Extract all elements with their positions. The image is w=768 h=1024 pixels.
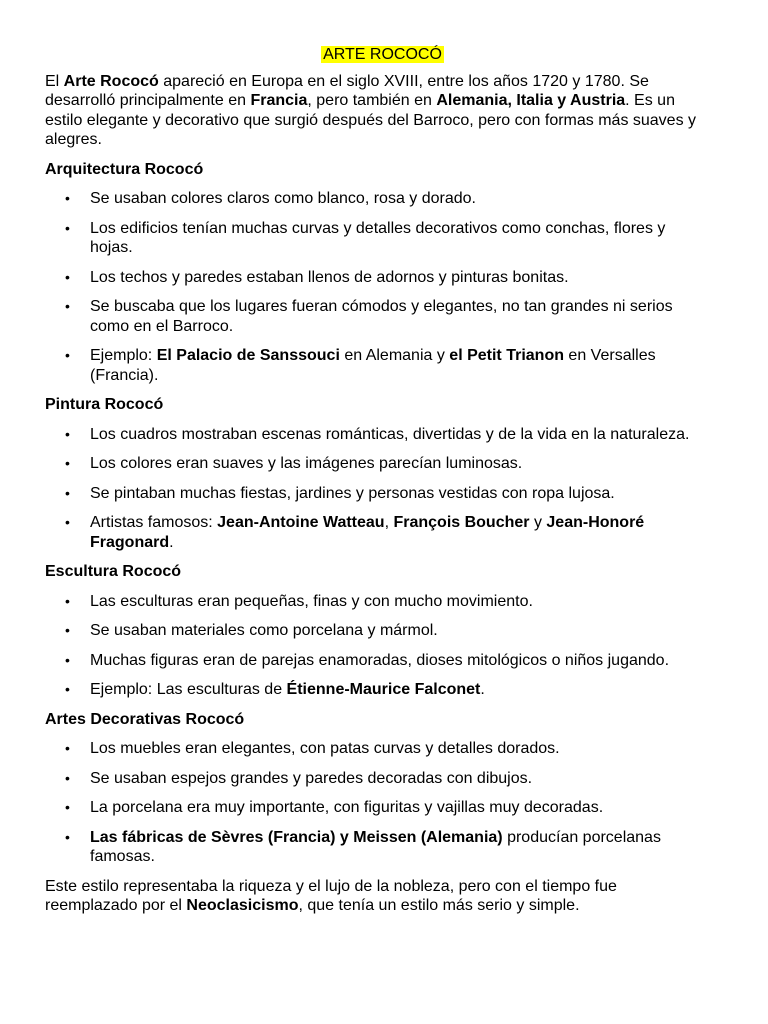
list-item [45, 680, 710, 700]
list-pintura [45, 425, 710, 553]
list-item [45, 513, 710, 552]
list-escultura [45, 592, 710, 700]
closing-bold: Neoclasicismo [186, 897, 299, 914]
intro-text: . Es un estilo elegante y decorativo que surgió después del Barroco, pero con formas más suaves y alegres. [45, 92, 697, 148]
list-item: • Se usaban materiales como porcelana y mármol. [45, 621, 710, 641]
item-bold: el Petit Trianon [449, 347, 564, 364]
closing-text: , que tenía un estilo más serio y simple. [298, 897, 580, 914]
heading-decorativas: Artes Decorativas Rococó [45, 710, 245, 728]
list-item [45, 346, 710, 385]
item-bold: Étienne-Maurice Falconet [286, 681, 481, 698]
intro-bold: Alemania, Italia y Austria [436, 92, 626, 109]
intro-paragraph [45, 72, 710, 150]
heading-arquitectura: Arquitectura Rococó [45, 160, 204, 178]
list-item [45, 828, 710, 867]
item-bold: El Palacio de Sanssouci [156, 347, 340, 364]
list-item: • Los techos y paredes estaban llenos de adornos y pinturas bonitas. [45, 268, 710, 288]
intro-bold: Francia [250, 92, 308, 109]
item-bold: Jean-Honoré Fragonard [90, 514, 645, 551]
item-bold: Jean-Antoine Watteau [217, 514, 385, 531]
item-bold: François Boucher [393, 514, 530, 531]
list-item: • Los colores eran suaves y las imágenes parecían luminosas. [45, 454, 710, 474]
list-item: • Se buscaba que los lugares fueran cómodos y elegantes, no tan grandes ni serios como en el Barroco. [45, 297, 710, 336]
list-item: • Se pintaban muchas fiestas, jardines y personas vestidas con ropa lujosa. [45, 484, 710, 504]
list-item: • Se usaban colores claros como blanco, rosa y dorado. [45, 189, 710, 209]
item-text: en Versalles (Francia). [90, 347, 656, 384]
list-item: • Las esculturas eran pequeñas, finas y con mucho movimiento. [45, 592, 710, 612]
list-item: • Se usaban espejos grandes y paredes decoradas con dibujos. [45, 769, 710, 789]
item-text: y [529, 514, 547, 531]
item-text: , [384, 514, 394, 531]
list-decorativas [45, 739, 710, 867]
list-item: • Los cuadros mostraban escenas románticas, divertidas y de la vida en la naturaleza. [45, 425, 710, 445]
intro-text: apareció en Europa en el siglo XVIII, entre los años 1720 y 1780. Se desarrolló principalmente en [45, 72, 649, 109]
list-item: • La porcelana era muy importante, con figuritas y vajillas muy decoradas. [45, 798, 710, 818]
list-item: • Los edificios tenían muchas curvas y detalles decorativos como conchas, flores y hojas. [45, 219, 710, 258]
closing-text: Este estilo representaba la riqueza y el lujo de la nobleza, pero con el tiempo fue reemplazado por el [45, 877, 617, 914]
item-text: Ejemplo: Las esculturas de [90, 681, 287, 698]
title-row [45, 45, 710, 65]
document-title: ARTE ROCOCÓ [323, 46, 442, 63]
item-text: Artistas famosos: [90, 514, 218, 531]
intro-text: El [45, 72, 64, 90]
intro-text: , pero también en [307, 92, 437, 109]
item-bold: Las fábricas de Sèvres (Francia) y Meissen (Alemania) [90, 828, 503, 846]
list-item: • Los muebles eran elegantes, con patas curvas y detalles dorados. [45, 739, 710, 759]
item-text: en Alemania y [339, 347, 450, 364]
heading-pintura: Pintura Rococó [45, 396, 164, 413]
item-text: Ejemplo: [90, 347, 157, 364]
list-item: • Muchas figuras eran de parejas enamoradas, dioses mitológicos o niños jugando. [45, 651, 710, 671]
heading-escultura: Escultura Rococó [45, 563, 182, 580]
closing-paragraph [45, 877, 710, 916]
intro-bold: Arte Rococó [63, 72, 159, 90]
list-arquitectura [45, 189, 710, 385]
item-text: . [169, 533, 174, 551]
item-text: . [480, 681, 485, 698]
item-text: producían porcelanas famosas. [90, 828, 661, 865]
